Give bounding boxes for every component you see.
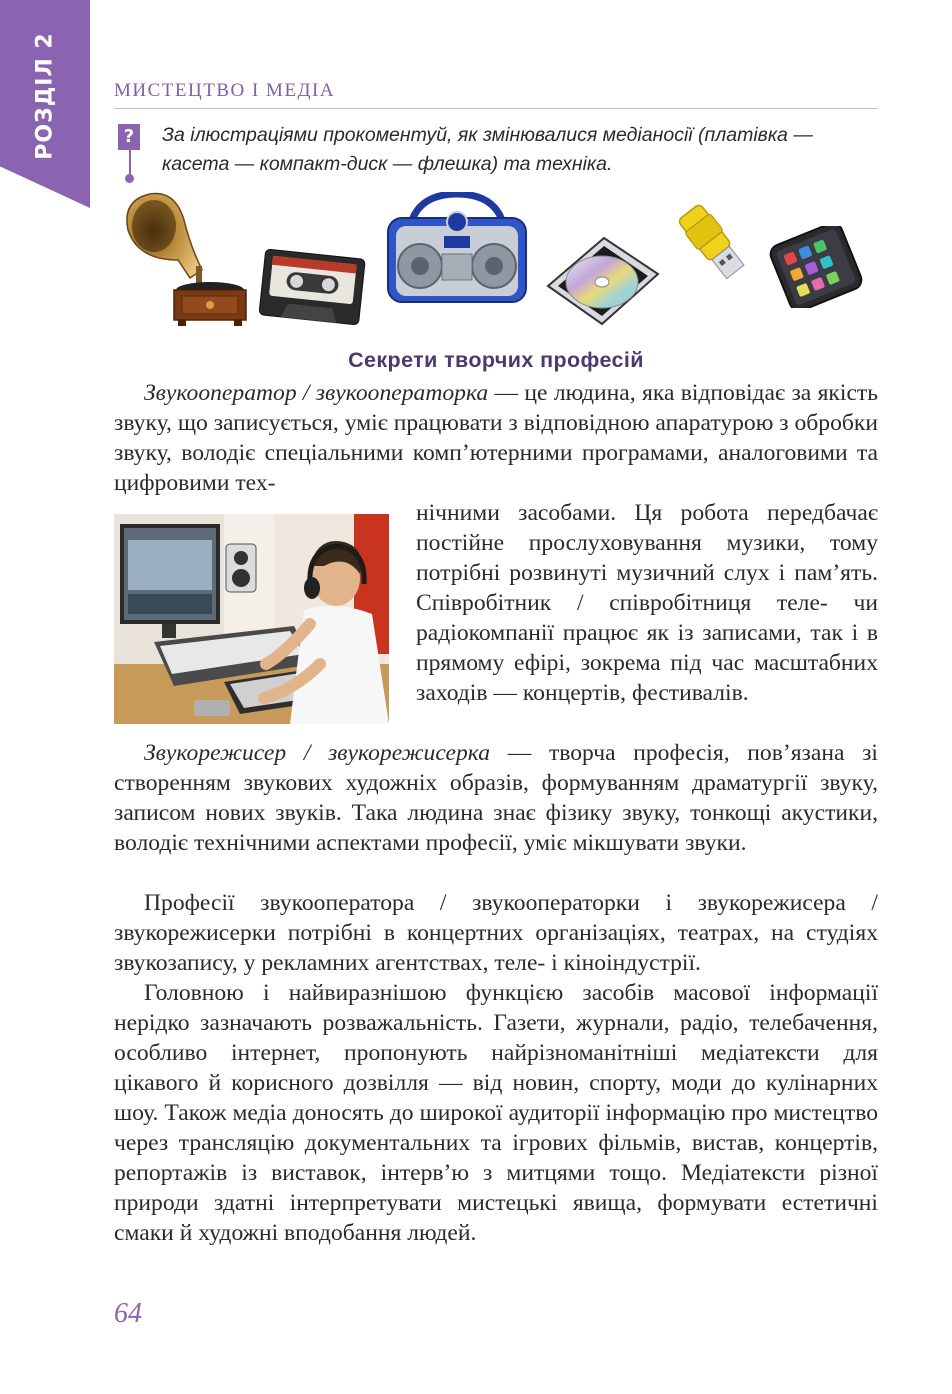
header-divider (114, 108, 878, 109)
boombox-icon (382, 192, 532, 310)
compact-disc-icon (540, 230, 664, 330)
paragraph-sound-director-text: — творча професія, пов’язана зі створенням звукових художніх образів, формуванням драматургії звуку, записом нових звуків. Така людина знає фізику звуку, тонкощі акустики, володіє технічними аспектами професії, уміє мікшувати звуки. (114, 740, 878, 856)
paragraph-media-entertainment: Головною і найвиразнішою функцією засобів масової інформації нерідко зазначають розважальність. Газети, журнали, радіо, телебачення, особливо інтернет, пропонують найрізноманітніші медіатексти для цікавого й корисного дозвілля — від новин, спорту, моди до кулінарних шоу. Також медіа доносять до широкої аудиторії інформацію про мистецтво через трансляцію документальних та ігрових фільмів, вистав, концертів, репортажів із виставок, інтерв’ю з митцями тощо. Медіатексти різної природи здатні інтерпретувати мистецькі явища, формувати естетичні смаки й художні вподобання людей. (114, 980, 878, 1246)
question-pin-line (129, 150, 131, 176)
smartphone-icon (764, 226, 868, 308)
running-head: МИСТЕЦТВО І МЕДІА (114, 80, 336, 101)
paragraph-sound-director (114, 738, 878, 858)
paragraph-sound-operator-wrap: нічними засобами. Ця робота передбачає постійне прослуховування музики, тому потрібні розвинуті музичний слух і пам’ять. Співробітник / співробітниця теле- чи радіокомпанії працює як із записами, так і в прямому ефірі, зокрема під час масштабних заходів — концертів, фестивалів. (416, 500, 878, 706)
sound-engineer-photo (114, 514, 389, 724)
paragraph-sound-operator-text: — це людина, яка відповідає за якість звуку, що записується, уміє працювати з відповідною апаратурою з обробки звуку, володіє спеціальними комп’ютерними програмами, аналоговими та цифровими тех- (114, 380, 878, 496)
question-mark-icon: ? (118, 124, 140, 150)
cassette-icon (256, 246, 368, 330)
term-sound-operator: Звукооператор / звукооператорка (144, 380, 489, 406)
question-text: За ілюстраціями прокоментуй, як змінювалися медіаносії (платівка — касета — компакт-диск — флешка) та техніка. (162, 124, 813, 175)
paragraph-sound-operator (114, 378, 878, 498)
gramophone-icon (120, 190, 250, 328)
question-pin-dot (125, 174, 134, 183)
chapter-label: РОЗДІЛ 2 (32, 32, 58, 160)
page-number: 64 (114, 1298, 142, 1329)
flash-drive-icon (674, 196, 750, 288)
term-sound-director: Звукорежисер / звукорежисерка (144, 740, 491, 766)
paragraph-professions-demand: Професії звукооператора / звукооператорки і звукорежисера / звукорежисерки потрібні в концертних організаціях, театрах, на студіях звукозапису, у рекламних агентствах, теле- і кіноіндустрії. (114, 890, 878, 976)
section-title: Секрети творчих професій (348, 348, 644, 372)
